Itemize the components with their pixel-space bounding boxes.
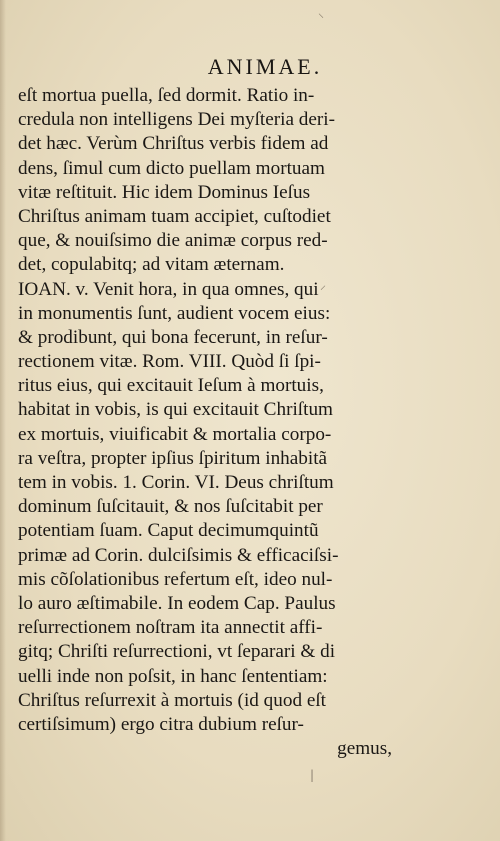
text-line: ritus eius, qui excitauit Ieſum à mortuis, [18, 375, 324, 397]
stray-mark-bottom: | [310, 768, 315, 782]
text-line: rectionem vitæ. Rom. VIII. Quòd ſi ſpi- [18, 351, 321, 373]
text-line: Chriſtus reſurrexit à mortuis (id quod eſt [18, 689, 327, 711]
text-line: gitq; Chriſti reſurrectioni, vt ſeparari & di [18, 641, 336, 663]
text-line: det, copulabitq; ad vitam æternam. [18, 254, 285, 276]
catchword: gemus, [337, 738, 392, 760]
text-line: uelli inde non poſsit, in hanc ſententiam: [18, 665, 328, 687]
text-line: IOAN. v. Venit hora, in qua omnes, qui [18, 278, 319, 300]
text-line: que, & nouiſsimo die animæ corpus red- [18, 230, 328, 252]
stray-mark-top: ⸜ [318, 6, 325, 20]
body-text [18, 84, 392, 761]
text-line: credula non intelligens Dei myſteria deri- [18, 109, 336, 131]
text-line: reſurrectionem noſtram ita annectit affi- [18, 617, 323, 639]
text-line: & prodibunt, qui bona fecerunt, in reſur- [18, 326, 328, 348]
text-line: det hæc. Verùm Chriſtus verbis fidem ad [18, 133, 329, 155]
text-line: dens, ſimul cum dicto puellam mortuam [18, 157, 325, 179]
text-line: mis cõſolationibus refertum eſt, ideo nul- [18, 568, 333, 590]
stray-mark-mid: ⸝ [320, 278, 327, 292]
text-line: habitat in vobis, is qui excitauit Chriſtum [18, 399, 333, 421]
text-line: ra veſtra, propter ipſius ſpiritum inhabitã [18, 447, 328, 469]
text-line: certiſsimum) ergo citra dubium reſur- [18, 713, 304, 735]
text-line: eſt mortua puella, ſed dormit. Ratio in- [18, 85, 315, 106]
text-line: Chriſtus animam tuam accipiet, cuſtodiet [18, 205, 331, 227]
text-line: ex mortuis, viuificabit & mortalia corpo- [18, 423, 332, 445]
text-line: dominum ſuſcitauit, & nos ſuſcitabit per [18, 496, 323, 518]
text-line: primæ ad Corin. dulciſsimis & efficaciſsi- [18, 544, 339, 566]
page-gutter-shadow [0, 0, 6, 841]
text-line: lo auro æſtimabile. In eodem Cap. Paulus [18, 592, 336, 614]
running-head: ANIMAE. [207, 54, 323, 79]
text-line: potentiam ſuam. Caput decimumquintũ [18, 520, 319, 542]
text-line: tem in vobis. 1. Corin. VI. Deus chriſtum [18, 472, 334, 493]
text-line: vitæ reſtituit. Hic idem Dominus Ieſus [18, 181, 311, 203]
text-line: in monumentis ſunt, audient vocem eius: [18, 302, 331, 324]
